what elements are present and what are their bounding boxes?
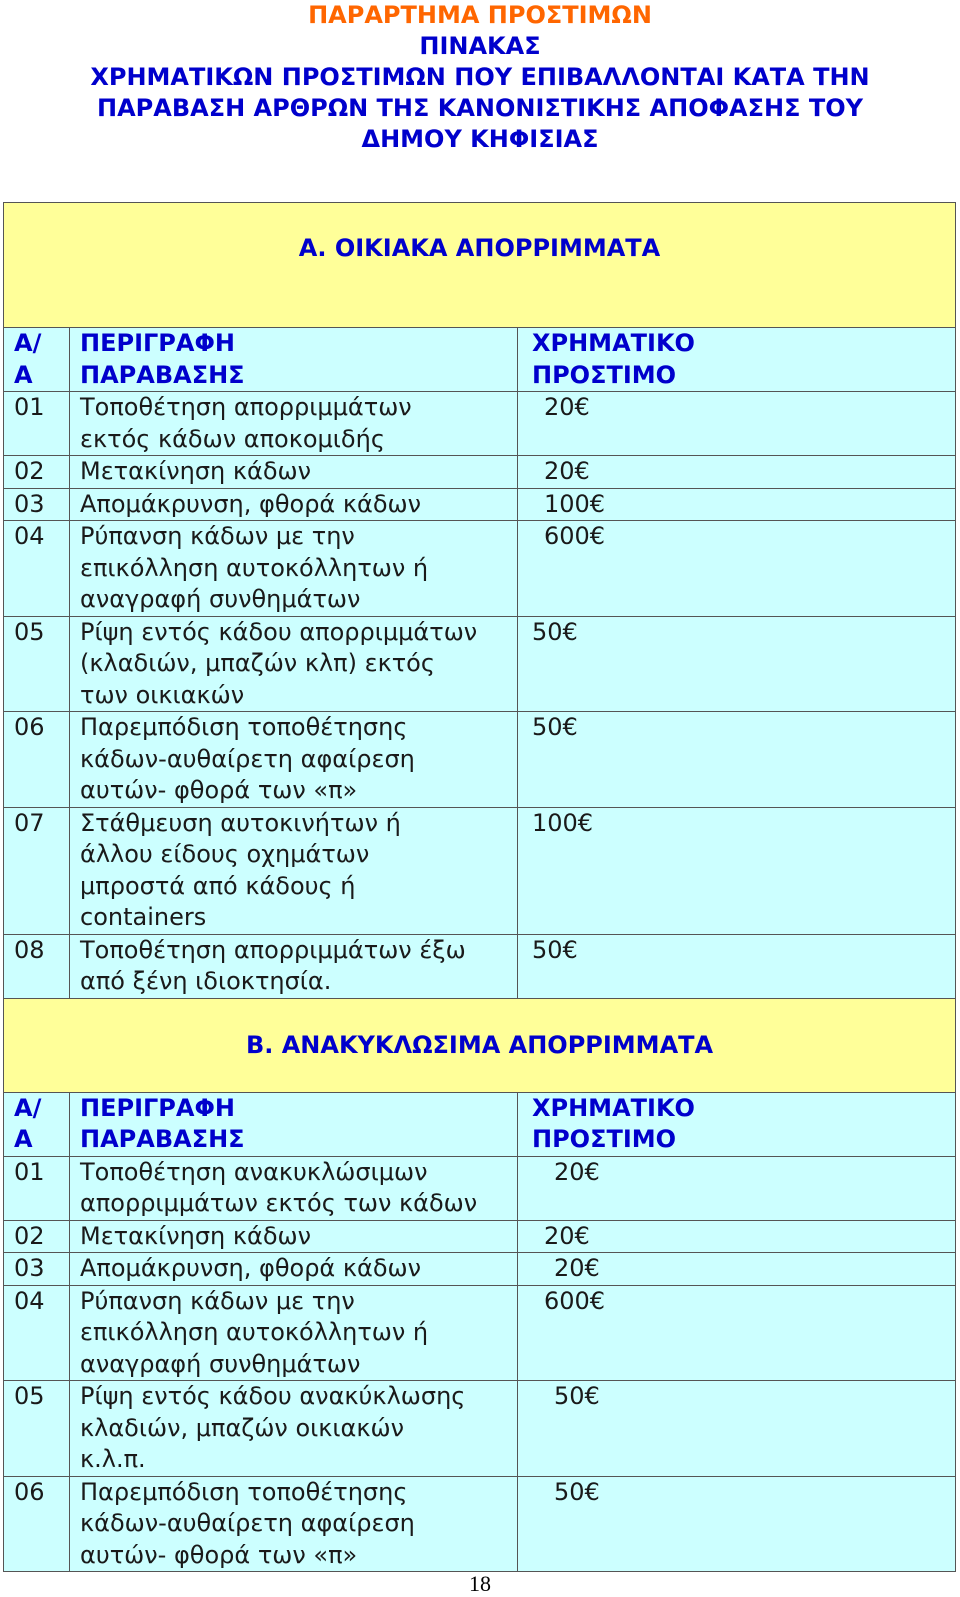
violation-description: [70, 807, 518, 934]
description-line: κάδων-αυθαίρετη αφαίρεση: [80, 744, 415, 773]
column-header-number: [4, 1092, 70, 1156]
violation-description: [70, 392, 518, 456]
section-title: Β. ΑΝΑΚΥΚΛΩΣΙΜΑ ΑΠΟΡΡΙΜΜΑΤΑ: [4, 998, 956, 1092]
column-header-description: [70, 1092, 518, 1156]
fine-amount: 600€: [518, 1285, 956, 1381]
column-header-description-line: ΠΕΡΙΓΡΑΦΗ: [80, 1093, 235, 1122]
table-row: [4, 1253, 956, 1286]
description-line: επικόλληση αυτοκόλλητων ή: [80, 1318, 429, 1346]
row-number: 02: [4, 456, 70, 489]
title-line-5: ΔΗΜΟΥ ΚΗΦΙΣΙΑΣ: [361, 125, 599, 153]
column-header-number-line: Α: [14, 1125, 33, 1153]
table-row: [4, 488, 956, 521]
row-number: 03: [4, 1253, 70, 1286]
description-line: εκτός κάδων αποκομιδής: [80, 424, 385, 453]
title-line-3: ΧΡΗΜΑΤΙΚΩΝ ΠΡΟΣΤΙΜΩΝ ΠΟΥ ΕΠΙΒΑΛΛΟΝΤΑΙ ΚΑΤΑ ΤΗΝ: [90, 63, 870, 91]
description-line: Τοποθέτηση ανακυκλώσιμων: [80, 1157, 428, 1186]
table-row: [4, 521, 956, 617]
title-line-4: ΠΑΡΑΒΑΣΗ ΑΡΘΡΩΝ ΤΗΣ ΚΑΝΟΝΙΣΤΙΚΗΣ ΑΠΟΦΑΣΗΣ ΤΟΥ: [97, 94, 863, 122]
description-line: αυτών- φθορά των «π»: [80, 776, 358, 804]
row-number: 07: [4, 807, 70, 934]
column-header-fine: [518, 1092, 956, 1156]
row-number: 05: [4, 1381, 70, 1477]
row-number: 06: [4, 1476, 70, 1572]
description-line: άλλου είδους οχημάτων: [80, 840, 370, 868]
section-title: Α. ΟΙΚΙΑΚΑ ΑΠΟΡΡΙΜΜΑΤΑ: [4, 203, 956, 328]
description-line: κάδων-αυθαίρετη αφαίρεση: [80, 1509, 415, 1537]
fine-amount: 20€: [518, 392, 956, 456]
row-number: 02: [4, 1220, 70, 1253]
description-line: αναγραφή συνθημάτων: [80, 1349, 361, 1378]
violation-description: [70, 1285, 518, 1381]
description-line: (κλαδιών, μπαζών κλπ) εκτός: [80, 649, 435, 677]
fines-table: [3, 202, 956, 1572]
column-header-number-line: Α: [14, 360, 33, 389]
description-line: Τοποθέτηση απορριμμάτων: [80, 393, 412, 421]
row-number: 01: [4, 1156, 70, 1220]
description-line: των οικιακών: [80, 680, 245, 709]
document-header: [0, 0, 960, 155]
column-header-number-line: Α/: [14, 329, 42, 357]
description-line: Ρίψη εντός κάδου ανακύκλωσης: [80, 1382, 466, 1410]
description-line: Παρεμπόδιση τοποθέτησης: [80, 1477, 408, 1506]
row-number: 08: [4, 934, 70, 998]
fine-amount: 20€: [518, 456, 956, 489]
violation-description: [70, 521, 518, 617]
table-row: [4, 712, 956, 808]
column-header-fine-line: ΠΡΟΣΤΙΜΟ: [532, 1125, 677, 1153]
fine-amount: 50€: [518, 1381, 956, 1477]
violation-description: [70, 712, 518, 808]
table-row: [4, 807, 956, 934]
column-header-fine-line: ΧΡΗΜΑΤΙΚΟ: [532, 1093, 695, 1122]
violation-description: [70, 1381, 518, 1477]
description-line: μπροστά από κάδους ή: [80, 871, 356, 900]
description-line: αναγραφή συνθημάτων: [80, 585, 361, 613]
section-header-row: [4, 998, 956, 1092]
fine-amount: 50€: [518, 616, 956, 712]
description-line: Ρύπανση κάδων με την: [80, 522, 355, 550]
table-row: [4, 1220, 956, 1253]
column-header-description-line: ΠΑΡΑΒΑΣΗΣ: [80, 360, 245, 389]
column-header-description: [70, 328, 518, 392]
fine-amount: 20€: [518, 1156, 956, 1220]
violation-description: [70, 456, 518, 489]
page-number: 18: [469, 1571, 491, 1596]
description-line: Απομάκρυνση, φθορά κάδων: [80, 489, 422, 518]
description-line: κ.λ.π.: [80, 1445, 146, 1473]
fine-amount: 600€: [518, 521, 956, 617]
fine-amount: 50€: [518, 1476, 956, 1572]
column-header-number-line: Α/: [14, 1093, 42, 1122]
column-header-fine: [518, 328, 956, 392]
fine-amount: 100€: [518, 488, 956, 521]
violation-description: [70, 1156, 518, 1220]
table-row: [4, 392, 956, 456]
column-header-fine-line: ΧΡΗΜΑΤΙΚΟ: [532, 329, 695, 357]
description-line: αυτών- φθορά των «π»: [80, 1540, 358, 1569]
violation-description: [70, 1476, 518, 1572]
section-header-row: [4, 203, 956, 328]
column-header-row: [4, 1092, 956, 1156]
description-line: Παρεμπόδιση τοποθέτησης: [80, 713, 408, 741]
table-row: [4, 616, 956, 712]
table-title: ΠΙΝΑΚΑΣ: [419, 32, 541, 60]
fine-amount: 20€: [518, 1220, 956, 1253]
description-line: από ξένη ιδιοκτησία.: [80, 967, 332, 995]
row-number: 03: [4, 488, 70, 521]
column-header-number: [4, 328, 70, 392]
description-line: containers: [80, 903, 207, 931]
row-number: 05: [4, 616, 70, 712]
fine-amount: 100€: [518, 807, 956, 934]
violation-description: [70, 1253, 518, 1286]
column-header-description-line: ΠΑΡΑΒΑΣΗΣ: [80, 1125, 245, 1153]
description-line: Ρύπανση κάδων με την: [80, 1286, 355, 1315]
row-number: 06: [4, 712, 70, 808]
fine-amount: 50€: [518, 712, 956, 808]
table-row: [4, 1381, 956, 1477]
row-number: 01: [4, 392, 70, 456]
table-row: [4, 1476, 956, 1572]
description-line: απορριμμάτων εκτός των κάδων: [80, 1189, 478, 1217]
description-line: Απομάκρυνση, φθορά κάδων: [80, 1254, 422, 1282]
violation-description: [70, 1220, 518, 1253]
violation-description: [70, 616, 518, 712]
fine-amount: 50€: [518, 934, 956, 998]
description-line: Μετακίνηση κάδων: [80, 1221, 312, 1250]
fine-amount: 20€: [518, 1253, 956, 1286]
column-header-row: [4, 328, 956, 392]
table-row: [4, 934, 956, 998]
row-number: 04: [4, 521, 70, 617]
description-line: επικόλληση αυτοκόλλητων ή: [80, 553, 429, 582]
description-line: Μετακίνηση κάδων: [80, 457, 312, 485]
table-row: [4, 1156, 956, 1220]
violation-description: [70, 934, 518, 998]
fines-table-body: [4, 203, 956, 1572]
description-line: Ρίψη εντός κάδου απορριμμάτων: [80, 617, 478, 646]
table-row: [4, 1285, 956, 1381]
table-row: [4, 456, 956, 489]
column-header-description-line: ΠΕΡΙΓΡΑΦΗ: [80, 329, 235, 357]
violation-description: [70, 488, 518, 521]
annex-title: ΠΑΡΑΡΤΗΜΑ ΠΡΟΣΤΙΜΩΝ: [308, 1, 652, 29]
column-header-fine-line: ΠΡΟΣΤΙΜΟ: [532, 360, 677, 389]
row-number: 04: [4, 1285, 70, 1381]
description-line: Στάθμευση αυτοκινήτων ή: [80, 808, 401, 837]
description-line: κλαδιών, μπαζών οικιακών: [80, 1413, 404, 1442]
description-line: Τοποθέτηση απορριμμάτων έξω: [80, 935, 466, 964]
